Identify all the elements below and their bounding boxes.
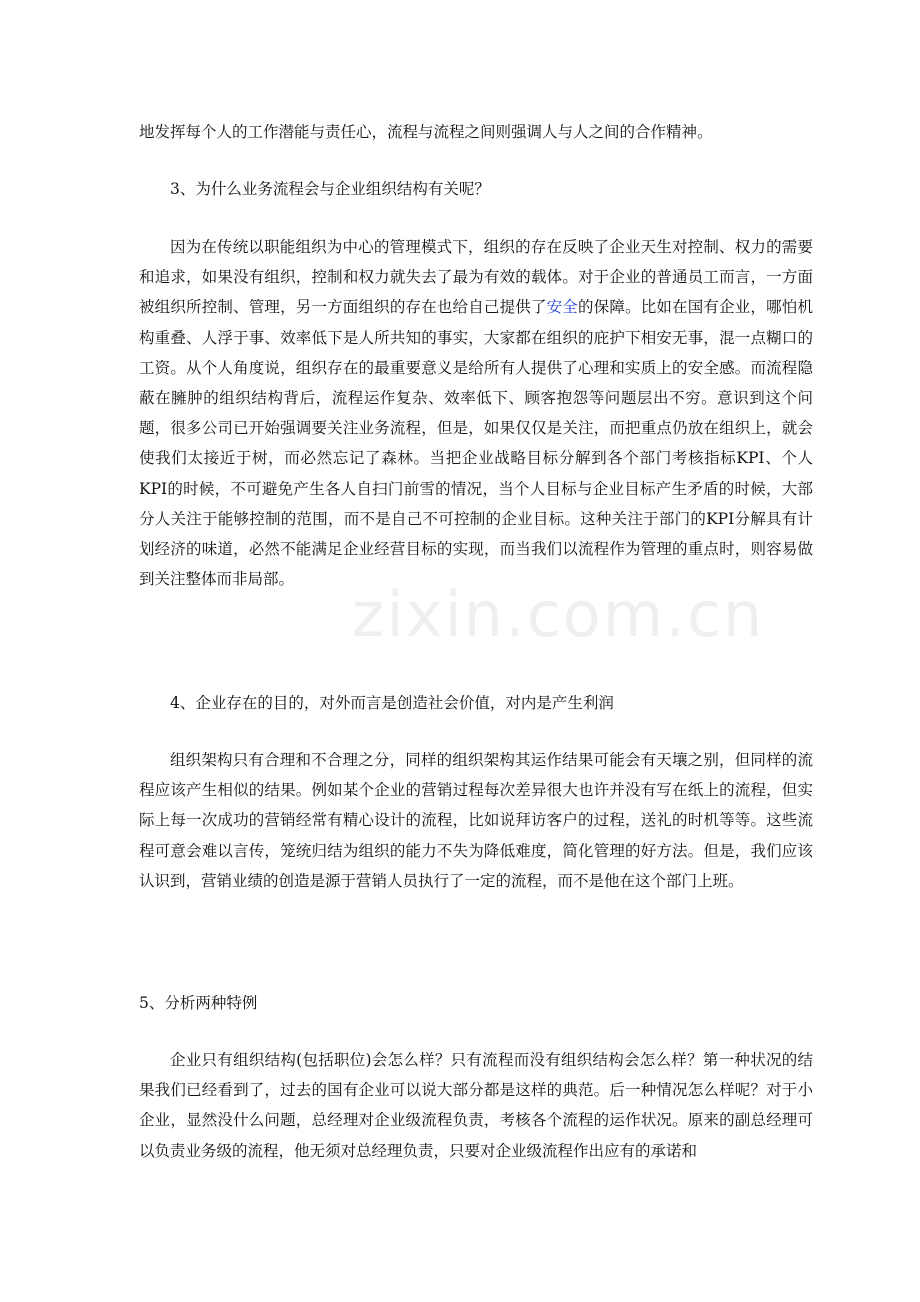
safety-link[interactable]: 安全 [546,298,578,317]
section5-body: 企业只有组织结构(包括职位)会怎么样？只有流程而没有组织结构会怎么样？第一种状况的结果我们已经看到了，过去的国有企业可以说大部分都是这样的典范。后一种情况怎么样呢？对于小企业，显然没什么问题，总经理对企业级流程负责，考核各个流程的运作状况。原来的副总经理可以负责业务级的流程，他无须对总经理负责，只要对企业级流程作出应有的承诺和 [139,1051,813,1160]
section5-paragraph [139,1045,813,1166]
watermark: zixin.com.cn [352,578,765,651]
section4-heading-wrap [139,688,813,718]
section4-body: 组织架构只有合理和不合理之分，同样的组织架构其运作结果可能会有天壤之别，但同样的流程应该产生相似的结果。例如某个企业的营销过程每次差异很大也许并没有写在纸上的流程，但实际上每一次成功的营销经常有精心设计的流程，比如说拜访客户的过程，送礼的时机等等。这些流程可意会难以言传，笼统归结为组织的能力不失为降低难度，简化管理的好方法。但是，我们应该认识到，营销业绩的创造是源于营销人员执行了一定的流程，而不是他在这个部门上班。 [139,751,813,890]
section3-body [139,232,813,594]
section3-text-before-link: 因为在传统以职能组织为中心的管理模式下，组织的存在反映了企业天生对控制、权力的需要和追求，如果没有组织，控制和权力就失去了最为有效的载体。对于企业的普通员工而言，一方面被组织所控制、管理，另一方面组织的存在也给自己提供了 [139,238,813,317]
section5-heading-wrap [139,988,813,1018]
section3-text-after-link: 的保障。比如在国有企业，哪怕机构重叠、人浮于事、效率低下是人所共知的事实，大家都在组织的庇护下相安无事，混一点糊口的工资。从个人角度说，组织存在的最重要意义是给所有人提供了心理和实质上的安全感。而流程隐蔽在臃肿的组织结构背后，流程运作复杂、效率低下、顾客抱怨等问题层出不穷。意识到这个问题，很多公司已开始强调要关注业务流程，但是，如果仅仅是关注，而把重点仍放在组织上，就会使我们太接近于树，而必然忘记了森林。当把企业战略目标分解到各个部门考核指标KPI、个人KPI的时候，不可避免产生各人自扫门前雪的情况，当个人目标与企业目标产生矛盾的时候，大部分人关注于能够控制的范围，而不是自己不可控制的企业目标。这种关注于部门的KPI分解具有计划经济的味道，必然不能满足企业经营目标的实现，而当我们以流程作为管理的重点时，则容易做到关注整体而非局部。 [139,298,813,589]
section3-paragraph [139,232,813,594]
continuation-text: 地发挥每个人的工作潜能与责任心，流程与流程之间则强调人与人之间的合作精神。 [139,123,713,141]
section4-paragraph [139,745,813,896]
section3-heading-wrap [139,174,813,204]
section3-heading: 3、为什么业务流程会与企业组织结构有关呢？ [170,180,490,198]
continuation-paragraph [139,117,813,147]
section4-heading: 4、企业存在的目的，对外而言是创造社会价值，对内是产生利润 [170,694,614,712]
section5-heading: 5、分析两种特例 [139,994,258,1012]
